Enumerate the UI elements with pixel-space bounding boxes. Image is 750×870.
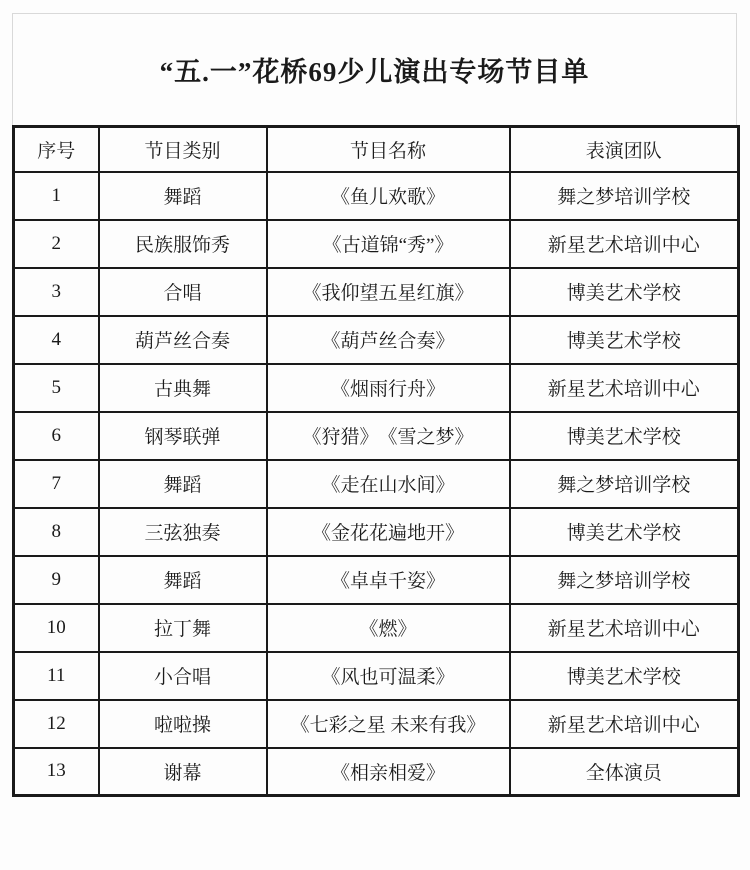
table-row xyxy=(14,508,739,556)
header-category: 节目类别 xyxy=(99,127,267,172)
cell-program-name: 《烟雨行舟》 xyxy=(267,364,510,412)
cell-category: 小合唱 xyxy=(99,652,267,700)
cell-program-name: 《我仰望五星红旗》 xyxy=(267,268,510,316)
cell-index: 6 xyxy=(14,412,99,460)
cell-program-name: 《金花花遍地开》 xyxy=(267,508,510,556)
cell-index: 8 xyxy=(14,508,99,556)
cell-team: 新星艺术培训中心 xyxy=(510,220,739,268)
header-program-name: 节目名称 xyxy=(267,127,510,172)
table-row xyxy=(14,700,739,748)
cell-index: 7 xyxy=(14,460,99,508)
cell-index: 3 xyxy=(14,268,99,316)
cell-category: 啦啦操 xyxy=(99,700,267,748)
cell-program-name: 《鱼儿欢歌》 xyxy=(267,172,510,220)
cell-index: 1 xyxy=(14,172,99,220)
cell-program-name: 《葫芦丝合奏》 xyxy=(267,316,510,364)
cell-index: 13 xyxy=(14,748,99,796)
cell-team: 新星艺术培训中心 xyxy=(510,604,739,652)
cell-program-name: 《燃》 xyxy=(267,604,510,652)
cell-program-name: 《七彩之星 未来有我》 xyxy=(267,700,510,748)
cell-team: 新星艺术培训中心 xyxy=(510,700,739,748)
table-row xyxy=(14,220,739,268)
cell-team: 博美艺术学校 xyxy=(510,412,739,460)
cell-team: 新星艺术培训中心 xyxy=(510,364,739,412)
table-row xyxy=(14,460,739,508)
cell-program-name: 《走在山水间》 xyxy=(267,460,510,508)
cell-program-name: 《风也可温柔》 xyxy=(267,652,510,700)
cell-index: 10 xyxy=(14,604,99,652)
cell-category: 舞蹈 xyxy=(99,460,267,508)
cell-category: 合唱 xyxy=(99,268,267,316)
cell-index: 9 xyxy=(14,556,99,604)
cell-category: 谢幕 xyxy=(99,748,267,796)
table-row xyxy=(14,652,739,700)
cell-category: 葫芦丝合奏 xyxy=(99,316,267,364)
table-row xyxy=(14,748,739,796)
program-table xyxy=(12,125,740,797)
cell-category: 古典舞 xyxy=(99,364,267,412)
cell-program-name: 《卓卓千姿》 xyxy=(267,556,510,604)
cell-index: 12 xyxy=(14,700,99,748)
table-row xyxy=(14,316,739,364)
cell-index: 11 xyxy=(14,652,99,700)
page-title: “五.一”花桥69少儿演出专场节目单 xyxy=(159,57,590,87)
cell-category: 钢琴联弹 xyxy=(99,412,267,460)
cell-index: 4 xyxy=(14,316,99,364)
cell-index: 5 xyxy=(14,364,99,412)
cell-category: 拉丁舞 xyxy=(99,604,267,652)
header-row xyxy=(14,127,739,172)
cell-team: 博美艺术学校 xyxy=(510,268,739,316)
table-row xyxy=(14,172,739,220)
cell-program-name: 《狩猎》 《雪之梦》 xyxy=(267,412,510,460)
cell-team: 博美艺术学校 xyxy=(510,316,739,364)
cell-index: 2 xyxy=(14,220,99,268)
header-index: 序号 xyxy=(14,127,99,172)
cell-team: 舞之梦培训学校 xyxy=(510,460,739,508)
table-row xyxy=(14,556,739,604)
cell-program-name: 《相亲相爱》 xyxy=(267,748,510,796)
cell-category: 三弦独奏 xyxy=(99,508,267,556)
program-table-body xyxy=(14,172,739,796)
cell-team: 舞之梦培训学校 xyxy=(510,556,739,604)
table-row xyxy=(14,412,739,460)
cell-team: 博美艺术学校 xyxy=(510,652,739,700)
program-sheet xyxy=(12,13,737,797)
table-row xyxy=(14,604,739,652)
cell-category: 舞蹈 xyxy=(99,172,267,220)
cell-team: 博美艺术学校 xyxy=(510,508,739,556)
cell-team: 舞之梦培训学校 xyxy=(510,172,739,220)
cell-team: 全体演员 xyxy=(510,748,739,796)
table-row xyxy=(14,268,739,316)
title-box xyxy=(12,13,737,125)
cell-category: 舞蹈 xyxy=(99,556,267,604)
header-team: 表演团队 xyxy=(510,127,739,172)
table-row xyxy=(14,364,739,412)
cell-program-name: 《古道锦“秀”》 xyxy=(267,220,510,268)
cell-category: 民族服饰秀 xyxy=(99,220,267,268)
